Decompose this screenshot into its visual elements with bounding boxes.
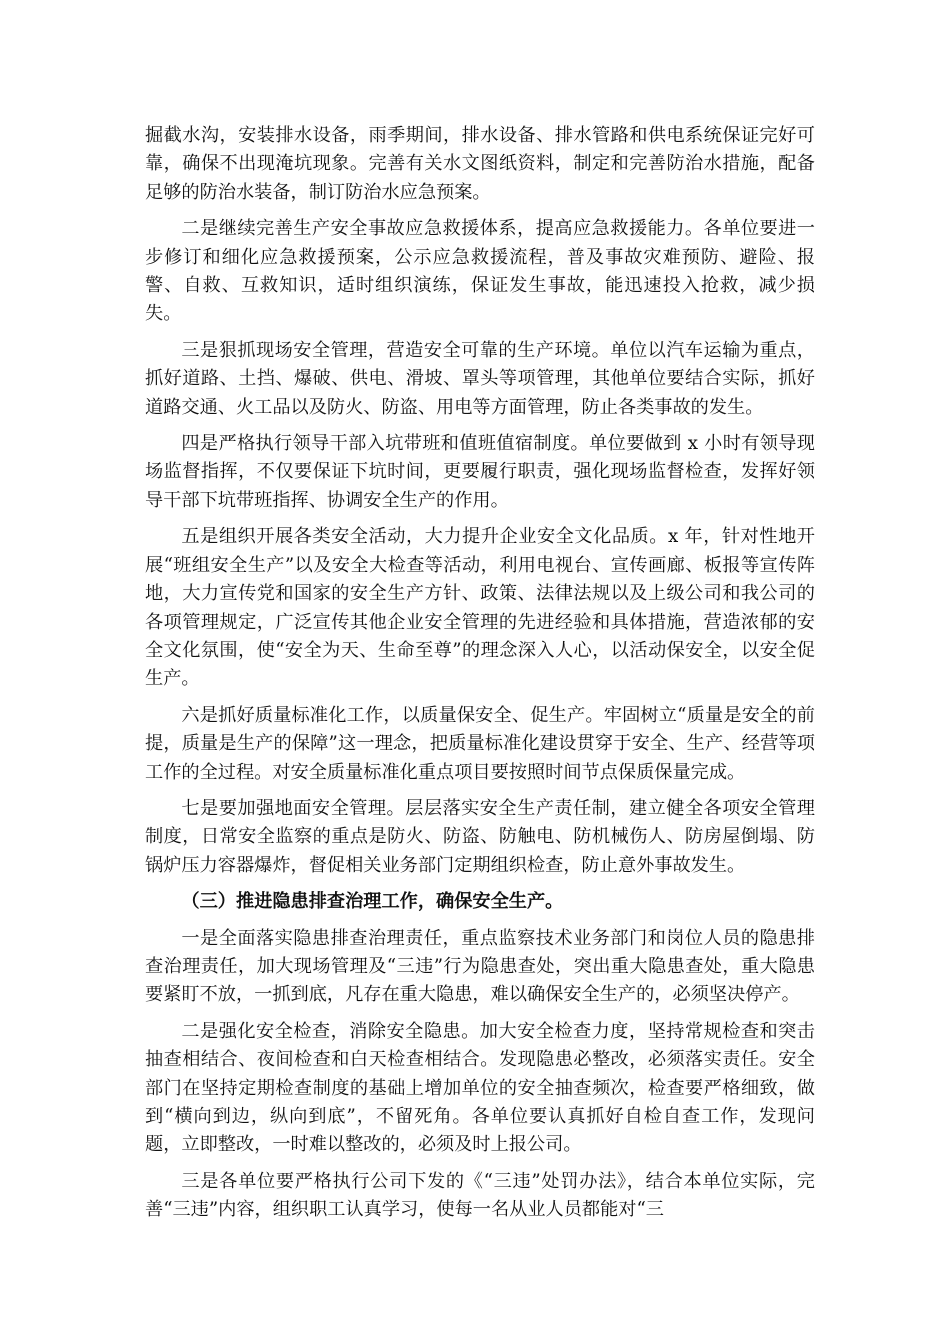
paragraph-emergency-rescue: 二是继续完善生产安全事故应急救援体系，提高应急救援能力。各单位要进一步修订和细化应急救援预案，公示应急救援流程，普及事故灾难预防、避险、报警、自救、互救知识，适时组织演练，保证发生事故，能迅速投入抢救，减少损失。 [145, 218, 815, 325]
paragraph-continuation: 掘截水沟，安装排水设备，雨季期间，排水设备、排水管路和供电系统保证完好可靠，确保不出现淹坑现象。完善有关水文图纸资料，制定和完善防治水措施，配备足够的防治水装备，制订防治水应急预案。 [145, 125, 815, 203]
paragraph-leader-duty: 四是严格执行领导干部入坑带班和值班值宿制度。单位要做到 x 小时有领导现场监督指挥，不仅要保证下坑时间，更要履行职责，强化现场监督检查，发挥好领导干部下坑带班指挥、协调安全生产的作用。 [145, 433, 815, 511]
paragraph-three-violations: 三是各单位要严格执行公司下发的《“三违”处罚办法》，结合本单位实际，完善“三违”内容，组织职工认真学习，使每一名从业人员都能对“三 [145, 1170, 815, 1221]
section-heading: （三）推进隐患排查治理工作，确保安全生产。 [181, 891, 564, 913]
paragraph-site-safety: 三是狠抓现场安全管理，营造安全可靠的生产环境。单位以汽车运输为重点，抓好道路、土挡、爆破、供电、滑坡、罩头等项管理，其他单位要结合实际，抓好道路交通、火工品以及防火、防盗、用电等方面管理，防止各类事故的发生。 [145, 339, 815, 418]
paragraph-safety-inspection: 二是强化安全检查，消除安全隐患。加大安全检查力度，坚持常规检查和突击抽查相结合、夜间检查和白天检查相结合。发现隐患必整改，必须落实责任。安全部门在坚持定期检查制度的基础上增加单位的安全抽查频次，检查要严格细致，做到“横向到边，纵向到底”，不留死角。各单位要认真抓好自检自查工作，发现问题，立即整改，一时难以整改的，必须及时上报公司。 [145, 1020, 815, 1156]
paragraph-quality-standard: 六是抓好质量标准化工作，以质量保安全、促生产。牢固树立“质量是安全的前提，质量是生产的保障”这一理念，把质量标准化建设贯穿于安全、生产、经营等项工作的全过程。对安全质量标准化重点项目要按照时间节点保质保量完成。 [145, 704, 815, 783]
paragraph-safety-activities: 五是组织开展各类安全活动，大力提升企业安全文化品质。x 年，针对性地开展“班组安全生产”以及安全大检查等活动，利用电视台、宣传画廊、板报等宣传阵地，大力宣传党和国家的安全生产方针、政策、法律法规以及上级公司和我公司的各项管理规定，广泛宣传其他企业安全管理的先进经验和具体措施，营造浓郁的安全文化氛围，使“安全为天、生命至尊”的理念深入人心，以活动保安全，以安全促生产。 [145, 526, 815, 690]
paragraph-hazard-responsibility: 一是全面落实隐患排查治理责任，重点监察技术业务部门和岗位人员的隐患排查治理责任，加大现场管理及“三违”行为隐患查处，突出重大隐患查处，重大隐患要紧盯不放，一抓到底，凡存在重大隐患，难以确保安全生产的，必须坚决停产。 [145, 927, 815, 1006]
paragraph-ground-safety: 七是要加强地面安全管理。层层落实安全生产责任制，建立健全各项安全管理制度，日常安全监察的重点是防火、防盗、防触电、防机械伤人、防房屋倒塌、防锅炉压力容器爆炸，督促相关业务部门定期组织检查，防止意外事故发生。 [145, 797, 815, 876]
document-body [145, 122, 815, 1233]
